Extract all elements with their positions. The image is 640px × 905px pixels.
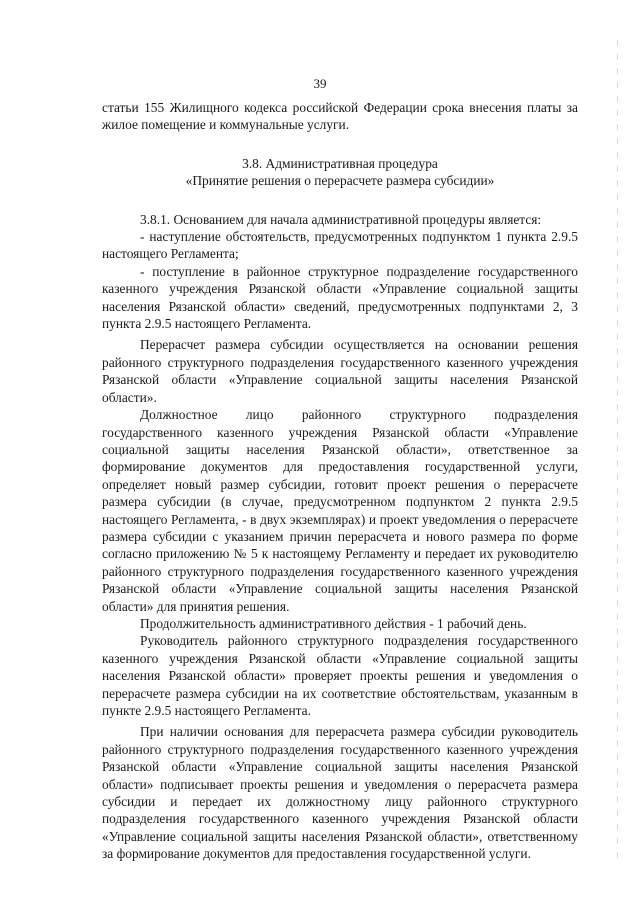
- paragraph-head-sign: При наличии основания для перерасчета размера субсидии руководитель районного структурного подразделения государственного казенного учреждения Рязанской области «Управление социальной защиты населения Рязанской области» подписывает проекты решения и уведомления о перерасчета размера субсидии и передает их должностному лицу районного структурного подразделения государственного казенного учреждения Рязанской области «Управление социальной защиты населения Рязанской области», ответственному за формирование документов для предоставления государственной услуги.: [102, 724, 578, 862]
- document-body: [102, 99, 578, 863]
- paragraph-official: Должностное лицо районного структурного подразделения государственного казенного учреждения Рязанской области «Управление социальной защиты населения Рязанской области», ответственное за формирование документов для предоставления государственной услуги, определяет новый размер субсидии, готовит проект решения о перерасчете размера субсидии (в случае, предусмотренном подпунктом 2 пункта 2.9.5 настоящего Регламента, - в двух экземплярах) и проект уведомления о перерасчете размера субсидии с указанием причин перерасчета и нового размера по форме согласно приложению № 5 к настоящему Регламенту и передает их руководителю районного структурного подразделения государственного казенного учреждения Рязанской области «Управление социальной защиты населения Рязанской области» для принятия решения.: [102, 407, 578, 614]
- paragraph-basis: 3.8.1. Основанием для начала административной процедуры является:: [140, 211, 542, 227]
- scan-edge-artifact: [617, 40, 618, 860]
- section-subtitle: «Принятие решения о перерасчете размера субсидии»: [185, 173, 495, 189]
- paragraph-item-2: - поступление в районное структурное подразделение государственного казенного учреждения Рязанской области «Управление социальной защиты населения Рязанской области» сведений, предусмотренных подпунктами 2, 3 пункта 2.9.5 настоящего Регламента.: [102, 263, 578, 332]
- section-heading: [102, 155, 578, 190]
- paragraph-duration: Продолжительность административного действия - 1 рабочий день.: [140, 615, 527, 631]
- intro-paragraph: статьи 155 Жилищного кодекса российской Федерации срока внесения платы за жилое помещение и коммунальные услуги.: [102, 100, 578, 133]
- paragraph-item-1: - наступление обстоятельств, предусмотренных подпунктом 1 пункта 2.9.5 настоящего Регламента;: [102, 229, 578, 262]
- paragraph-head-check: Руководитель районного структурного подразделения государственного казенного учреждения Рязанской области «Управление социальной защиты населения Рязанской области» проверяет проекты решения и уведомления о перерасчете размера субсидии на их соответствие обстоятельствам, указанным в пункте 2.9.5 настоящего Регламента.: [102, 633, 578, 718]
- section-title: 3.8. Административная процедура: [242, 155, 438, 171]
- paragraph-recalculation: Перерасчет размера субсидии осуществляется на основании решения районного структурного подразделения государственного казенного учреждения Рязанской области «Управление социальной защиты населения Рязанской области».: [102, 337, 578, 405]
- page-number: 39: [313, 76, 327, 91]
